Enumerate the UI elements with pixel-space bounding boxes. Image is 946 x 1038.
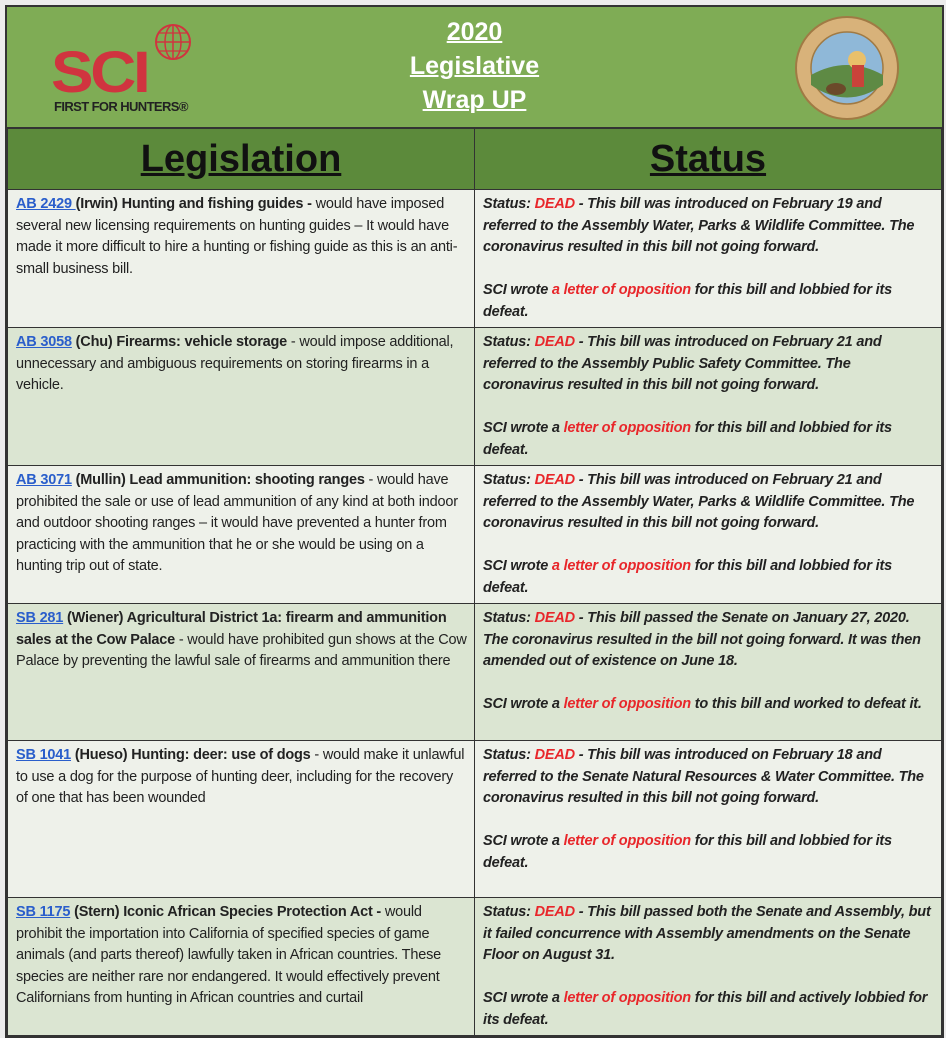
opposition-letter-link: letter of opposition bbox=[563, 990, 691, 1006]
action-text: SCI wrote bbox=[483, 558, 552, 574]
legislation-cell bbox=[8, 466, 475, 604]
status-label: Status: bbox=[483, 610, 535, 626]
status-text: - This bill was introduced on February 21 and referred to the Assembly Water, Parks & Wildlife Committee. The coronavirus resulted in this bill not going forward. bbox=[483, 472, 915, 531]
status-cell bbox=[475, 898, 942, 1036]
action-text: SCI wrote bbox=[483, 282, 552, 298]
title-line: Wrap UP bbox=[422, 86, 527, 114]
status-label: Status: bbox=[483, 747, 535, 763]
status-text: - This bill passed both the Senate and Assembly, but it failed concurrence with Assembly amendments on the Senate Floor on August 31. bbox=[483, 904, 931, 963]
california-seal-icon bbox=[794, 15, 900, 121]
table-row bbox=[8, 190, 942, 328]
status-label: Status: bbox=[483, 472, 535, 488]
status-cell bbox=[475, 190, 942, 328]
status-text: - This bill was introduced on February 21 and referred to the Assembly Public Safety Committee. The coronavirus resulted in this bill not going forward. bbox=[483, 334, 882, 393]
status-badge: DEAD bbox=[534, 472, 575, 488]
bill-link[interactable]: AB 3071 bbox=[16, 472, 72, 488]
table-row bbox=[8, 466, 942, 604]
status-badge: DEAD bbox=[534, 334, 575, 350]
bill-description: would have imposed several new licensing requirements on hunting guides – It would have made it more difficult to hire a hunting or fishing guide as this is an anti-small business bill. bbox=[16, 196, 458, 277]
opposition-letter-link: letter of opposition bbox=[563, 696, 691, 712]
status-text: - This bill was introduced on February 19 and referred to the Assembly Water, Parks & Wildlife Committee. The coronavirus resulted in this bill not going forward. bbox=[483, 196, 915, 255]
title-line: Legislative bbox=[409, 52, 540, 80]
legislation-cell bbox=[8, 604, 475, 741]
action-text: SCI wrote a bbox=[483, 696, 564, 712]
bill-description: - would make it unlawful to use a dog for the purpose of hunting deer, including for the recovery of one that has been wounded bbox=[16, 747, 465, 806]
bill-link[interactable]: AB 3058 bbox=[16, 334, 72, 350]
legislation-cell bbox=[8, 190, 475, 328]
bill-link[interactable]: SB 1041 bbox=[16, 747, 72, 763]
action-text: SCI wrote a bbox=[483, 420, 564, 436]
status-label: Status: bbox=[483, 196, 535, 212]
action-text: SCI wrote a bbox=[483, 990, 564, 1006]
logo-tagline: FIRST FOR HUNTERS® bbox=[54, 99, 188, 114]
status-label: Status: bbox=[483, 334, 535, 350]
logo-wordmark: SCI bbox=[51, 40, 148, 105]
status-badge: DEAD bbox=[534, 196, 575, 212]
bill-link[interactable]: AB 2429 bbox=[16, 196, 76, 212]
bill-title: (Mullin) Lead ammunition: shooting ranges bbox=[71, 472, 365, 488]
status-badge: DEAD bbox=[534, 747, 575, 763]
action-text: for this bill and actively lobbied for its defeat. bbox=[483, 990, 928, 1028]
bill-title: (Stern) Iconic African Species Protection Act - bbox=[70, 904, 382, 920]
bill-title: (Chu) Firearms: vehicle storage bbox=[71, 334, 288, 350]
header-banner bbox=[7, 7, 942, 129]
legislation-cell bbox=[8, 328, 475, 466]
action-text: for this bill and lobbied for its defeat. bbox=[483, 282, 892, 320]
opposition-letter-link: a letter of opposition bbox=[551, 282, 691, 298]
status-badge: DEAD bbox=[534, 610, 575, 626]
action-text: SCI wrote a bbox=[483, 833, 564, 849]
status-column-header: Status bbox=[475, 129, 942, 190]
legislation-cell bbox=[8, 741, 475, 898]
status-text: - This bill was introduced on February 18 and referred to the Senate Natural Resources & Water Committee. The coronavirus resulted in this bill not going forward. bbox=[483, 747, 924, 806]
status-cell bbox=[475, 741, 942, 898]
action-text: to this bill and worked to defeat it. bbox=[690, 696, 922, 712]
bill-title: (Wiener) Agricultural District 1a: firearm and ammunition sales at the Cow Palace bbox=[16, 610, 447, 648]
legislation-column-header: Legislation bbox=[8, 129, 475, 190]
table-row bbox=[8, 328, 942, 466]
bill-description: would prohibit the importation into California of specified species of game animals (and parts thereof) lawfully taken in African countries. These species are neither rare nor endangered. It would effectively prevent Californians from hunting in African countries and curtail bbox=[16, 904, 441, 1006]
bill-link[interactable]: SB 281 bbox=[16, 610, 64, 626]
legislative-wrap-up-document bbox=[5, 5, 944, 1038]
table-row bbox=[8, 604, 942, 741]
bill-link[interactable]: SB 1175 bbox=[16, 904, 71, 920]
action-text: for this bill and lobbied for its defeat. bbox=[483, 420, 892, 458]
legislation-cell bbox=[8, 898, 475, 1036]
table-row bbox=[8, 741, 942, 898]
opposition-letter-link: a letter of opposition bbox=[551, 558, 691, 574]
opposition-letter-link: letter of opposition bbox=[563, 420, 691, 436]
bill-description: - would have prohibited the sale or use of lead ammunition of any kind at both indoor and outdoor shooting ranges – it would have prevented a hunter from practicing with the ammunition that he or she would be using on a hunting trip out of state. bbox=[16, 472, 458, 574]
opposition-letter-link: letter of opposition bbox=[563, 833, 691, 849]
table-row bbox=[8, 898, 942, 1036]
bill-title: (Irwin) Hunting and fishing guides - bbox=[75, 196, 312, 212]
status-cell bbox=[475, 328, 942, 466]
action-text: for this bill and lobbied for its defeat. bbox=[483, 558, 892, 596]
status-cell bbox=[475, 466, 942, 604]
title-line: 2020 bbox=[446, 18, 503, 46]
bill-title: (Hueso) Hunting: deer: use of dogs bbox=[71, 747, 311, 763]
status-label: Status: bbox=[483, 904, 535, 920]
status-badge: DEAD bbox=[534, 904, 575, 920]
action-text: for this bill and lobbied for its defeat. bbox=[483, 833, 892, 871]
bill-description: - would impose additional, unnecessary and ambiguous requirements on storing firearms in a vehicle. bbox=[16, 334, 454, 393]
status-text: - This bill passed the Senate on January 27, 2020. The coronavirus resulted in the bill not going forward. It was then amended out of existence on June 18. bbox=[483, 610, 921, 669]
status-cell bbox=[475, 604, 942, 741]
legislation-table bbox=[7, 129, 942, 1036]
bill-description: - would have prohibited gun shows at the Cow Palace by preventing the lawful sale of firearms and ammunition there bbox=[16, 631, 467, 669]
